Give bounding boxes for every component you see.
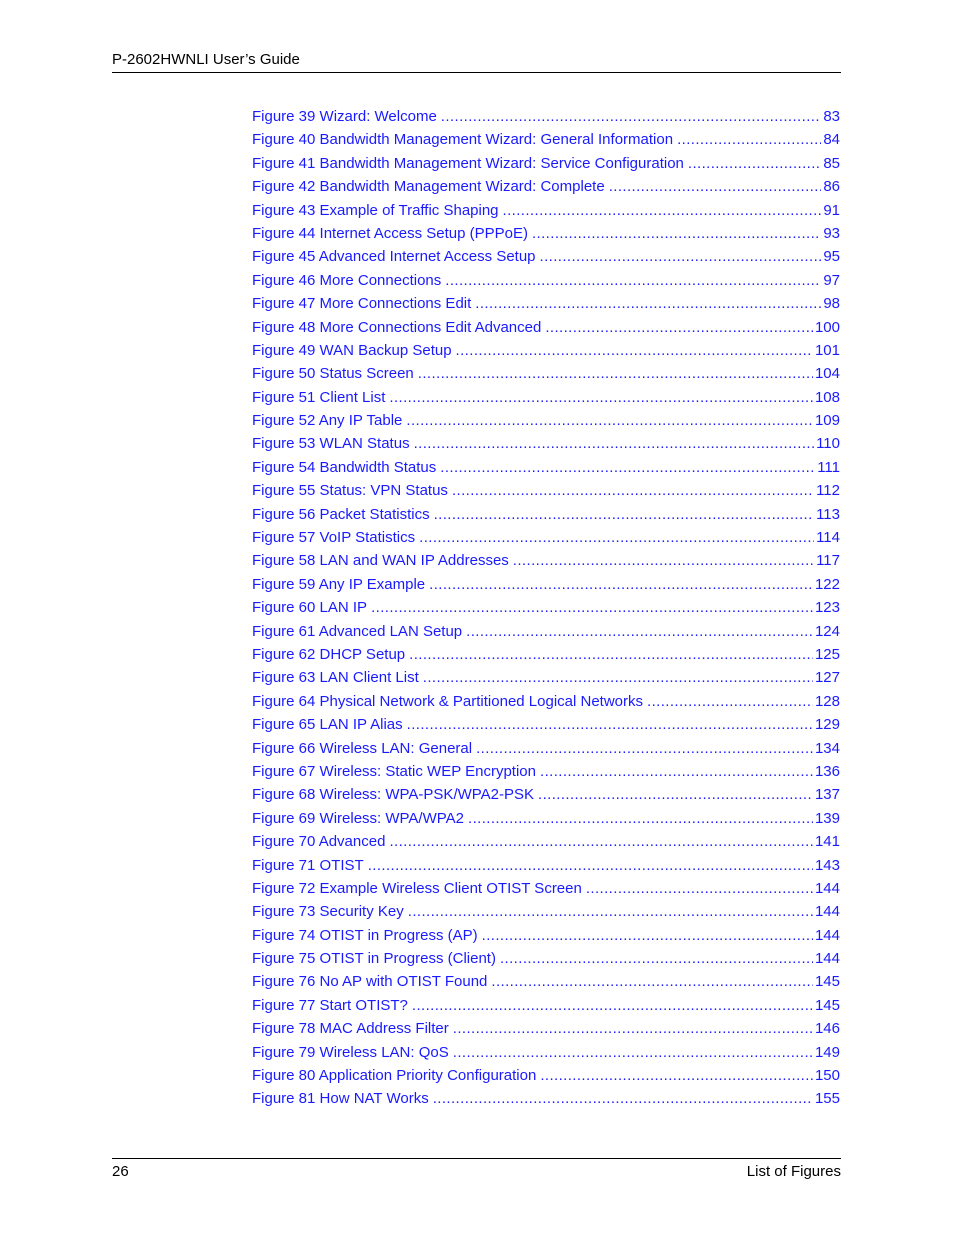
- dot-leader: [389, 830, 813, 853]
- section-name: List of Figures: [746, 1163, 841, 1180]
- toc-entry-page: 98: [823, 295, 840, 313]
- toc-entry[interactable]: [252, 737, 840, 760]
- toc-entry-page: 114: [816, 529, 840, 547]
- toc-entry-title: Figure 61 Advanced LAN Setup: [252, 622, 463, 640]
- toc-entry[interactable]: [252, 1017, 840, 1040]
- document-title: P-2602HWNLI User’s Guide: [112, 51, 300, 68]
- toc-entry-page: 145: [814, 996, 840, 1014]
- toc-entry-page: 145: [814, 973, 840, 991]
- toc-entry[interactable]: [252, 479, 840, 502]
- toc-entry-title: Figure 43 Example of Traffic Shaping: [252, 201, 499, 219]
- toc-entry-title: Figure 46 More Connections: [252, 271, 442, 289]
- toc-entry-page: 124: [814, 622, 840, 640]
- toc-entry-page: 110: [816, 435, 840, 453]
- toc-entry[interactable]: [252, 783, 840, 806]
- toc-entry-page: 155: [814, 1090, 840, 1108]
- toc-entry[interactable]: [252, 1087, 840, 1110]
- dot-leader: [586, 877, 813, 900]
- dot-leader: [368, 854, 813, 877]
- dot-leader: [677, 128, 821, 151]
- toc-entry-page: 112: [816, 482, 840, 500]
- toc-entry-page: 146: [814, 1020, 840, 1038]
- toc-entry-title: Figure 62 DHCP Setup: [252, 645, 406, 663]
- dot-leader: [433, 1087, 813, 1110]
- toc-entry-title: Figure 47 More Connections Edit: [252, 295, 472, 313]
- toc-entry-page: 144: [814, 950, 840, 968]
- dot-leader: [532, 222, 821, 245]
- toc-entry[interactable]: [252, 900, 840, 923]
- toc-entry-title: Figure 75 OTIST in Progress (Client): [252, 950, 496, 968]
- toc-entry-page: 104: [814, 365, 840, 383]
- toc-entry-page: 111: [817, 458, 840, 476]
- dot-leader: [491, 970, 813, 993]
- toc-entry-title: Figure 81 How NAT Works: [252, 1090, 429, 1108]
- dot-leader: [406, 409, 813, 432]
- toc-entry-page: 108: [814, 388, 840, 406]
- dot-leader: [453, 1041, 813, 1064]
- toc-entry[interactable]: [252, 432, 840, 455]
- dot-leader: [688, 152, 821, 175]
- dot-leader: [475, 292, 821, 315]
- dot-leader: [419, 526, 814, 549]
- dot-leader: [513, 549, 814, 572]
- toc-entry-title: Figure 49 WAN Backup Setup: [252, 341, 452, 359]
- dot-leader: [453, 1017, 813, 1040]
- toc-entry[interactable]: [252, 760, 840, 783]
- dot-leader: [434, 503, 815, 526]
- dot-leader: [407, 713, 813, 736]
- dot-leader: [409, 643, 813, 666]
- toc-entry[interactable]: [252, 526, 840, 549]
- toc-entry-page: 129: [814, 716, 840, 734]
- toc-entry-page: 100: [814, 318, 840, 336]
- toc-entry[interactable]: [252, 666, 840, 689]
- toc-entry-title: Figure 71 OTIST: [252, 856, 364, 874]
- toc-entry-page: 144: [814, 903, 840, 921]
- dot-leader: [441, 105, 822, 128]
- toc-entry-title: Figure 41 Bandwidth Management Wizard: Service Configuration: [252, 154, 684, 172]
- toc-entry[interactable]: [252, 409, 840, 432]
- toc-entry[interactable]: [252, 573, 840, 596]
- toc-entry-title: Figure 44 Internet Access Setup (PPPoE): [252, 224, 528, 242]
- toc-entry[interactable]: [252, 924, 840, 947]
- toc-entry-page: 128: [814, 692, 840, 710]
- toc-entry-page: 91: [823, 201, 840, 219]
- toc-entry-title: Figure 76 No AP with OTIST Found: [252, 973, 488, 991]
- toc-entry-title: Figure 67 Wireless: Static WEP Encryption: [252, 762, 536, 780]
- toc-entry[interactable]: [252, 199, 840, 222]
- dot-leader: [545, 316, 813, 339]
- toc-entry-title: Figure 79 Wireless LAN: QoS: [252, 1043, 449, 1061]
- toc-entry-title: Figure 68 Wireless: WPA-PSK/WPA2-PSK: [252, 786, 535, 804]
- dot-leader: [408, 900, 813, 923]
- toc-entry-title: Figure 64 Physical Network & Partitioned Logical Networks: [252, 692, 644, 710]
- dot-leader: [423, 666, 813, 689]
- toc-entry-title: Figure 50 Status Screen: [252, 365, 414, 383]
- dot-leader: [389, 386, 813, 409]
- toc-entry-page: 143: [814, 856, 840, 874]
- toc-entry-page: 125: [814, 645, 840, 663]
- toc-entry-title: Figure 55 Status: VPN Status: [252, 482, 448, 500]
- toc-entry[interactable]: [252, 128, 840, 151]
- page-number: 26: [112, 1163, 129, 1180]
- toc-entry-page: 86: [823, 178, 840, 196]
- toc-entry-title: Figure 63 LAN Client List: [252, 669, 419, 687]
- toc-entry[interactable]: [252, 222, 840, 245]
- toc-entry[interactable]: [252, 1064, 840, 1087]
- page-header: [112, 51, 841, 73]
- toc-entry[interactable]: [252, 830, 840, 853]
- toc-entry-title: Figure 77 Start OTIST?: [252, 996, 408, 1014]
- toc-entry[interactable]: [252, 245, 840, 268]
- toc-entry-title: Figure 58 LAN and WAN IP Addresses: [252, 552, 509, 570]
- toc-entry-page: 149: [814, 1043, 840, 1061]
- dot-leader: [371, 596, 813, 619]
- toc-entry[interactable]: [252, 503, 840, 526]
- toc-entry-page: 134: [814, 739, 840, 757]
- dot-leader: [538, 783, 813, 806]
- dot-leader: [609, 175, 822, 198]
- toc-entry[interactable]: [252, 1041, 840, 1064]
- toc-entry-title: Figure 80 Application Priority Configuration: [252, 1067, 537, 1085]
- toc-entry-page: 150: [814, 1067, 840, 1085]
- toc-entry-title: Figure 53 WLAN Status: [252, 435, 410, 453]
- toc-entry-title: Figure 57 VoIP Statistics: [252, 529, 416, 547]
- dot-leader: [412, 994, 813, 1017]
- toc-entry[interactable]: [252, 596, 840, 619]
- toc-entry[interactable]: [252, 175, 840, 198]
- dot-leader: [500, 947, 813, 970]
- toc-entry-page: 136: [814, 762, 840, 780]
- toc-entry-title: Figure 40 Bandwidth Management Wizard: General Information: [252, 131, 674, 149]
- toc-entry[interactable]: [252, 386, 840, 409]
- dot-leader: [414, 432, 815, 455]
- toc-entry-title: Figure 56 Packet Statistics: [252, 505, 430, 523]
- toc-entry[interactable]: [252, 994, 840, 1017]
- toc-entry[interactable]: [252, 269, 840, 292]
- toc-entry-page: 85: [823, 154, 840, 172]
- dot-leader: [647, 690, 813, 713]
- toc-entry[interactable]: [252, 620, 840, 643]
- dot-leader: [540, 760, 813, 783]
- toc-entry-page: 123: [814, 599, 840, 617]
- toc-entry-title: Figure 60 LAN IP: [252, 599, 368, 617]
- toc-entry-title: Figure 52 Any IP Table: [252, 412, 403, 430]
- toc-entry-title: Figure 59 Any IP Example: [252, 575, 426, 593]
- toc-entry[interactable]: [252, 854, 840, 877]
- toc-entry[interactable]: [252, 877, 840, 900]
- toc-entry[interactable]: [252, 362, 840, 385]
- dot-leader: [476, 737, 813, 760]
- toc-entry[interactable]: [252, 713, 840, 736]
- toc-entry-page: 83: [823, 108, 840, 125]
- toc-entry[interactable]: [252, 456, 840, 479]
- dot-leader: [540, 1064, 813, 1087]
- toc-entry[interactable]: [252, 549, 840, 572]
- list-of-figures: [252, 105, 840, 1111]
- toc-entry[interactable]: [252, 339, 840, 362]
- toc-entry-title: Figure 70 Advanced: [252, 833, 386, 851]
- toc-entry-page: 127: [814, 669, 840, 687]
- toc-entry-title: Figure 48 More Connections Edit Advanced: [252, 318, 542, 336]
- toc-entry-page: 95: [823, 248, 840, 266]
- toc-entry[interactable]: [252, 643, 840, 666]
- toc-entry[interactable]: [252, 152, 840, 175]
- toc-entry-title: Figure 78 MAC Address Filter: [252, 1020, 449, 1038]
- toc-entry-title: Figure 51 Client List: [252, 388, 386, 406]
- toc-entry-title: Figure 39 Wizard: Welcome: [252, 108, 437, 125]
- toc-entry-title: Figure 54 Bandwidth Status: [252, 458, 437, 476]
- dot-leader: [503, 199, 822, 222]
- toc-entry-title: Figure 66 Wireless LAN: General: [252, 739, 473, 757]
- toc-entry-page: 113: [816, 505, 840, 523]
- toc-entry-page: 84: [823, 131, 840, 149]
- dot-leader: [456, 339, 813, 362]
- toc-entry-page: 144: [814, 879, 840, 897]
- page-footer: [112, 1158, 841, 1183]
- dot-leader: [418, 362, 813, 385]
- dot-leader: [482, 924, 813, 947]
- toc-entry-page: 101: [814, 341, 840, 359]
- dot-leader: [466, 620, 813, 643]
- dot-leader: [440, 456, 815, 479]
- toc-entry[interactable]: [252, 105, 840, 128]
- toc-entry[interactable]: [252, 690, 840, 713]
- toc-entry[interactable]: [252, 316, 840, 339]
- dot-leader: [429, 573, 813, 596]
- toc-entry-title: Figure 69 Wireless: WPA/WPA2: [252, 809, 464, 827]
- toc-entry[interactable]: [252, 970, 840, 993]
- toc-entry-page: 137: [814, 786, 840, 804]
- toc-entry-page: 122: [814, 575, 840, 593]
- toc-entry-page: 93: [823, 224, 840, 242]
- toc-entry-title: Figure 74 OTIST in Progress (AP): [252, 926, 478, 944]
- toc-entry[interactable]: [252, 807, 840, 830]
- toc-entry-page: 141: [814, 833, 840, 851]
- toc-entry-page: 97: [823, 271, 840, 289]
- dot-leader: [445, 269, 821, 292]
- dot-leader: [540, 245, 822, 268]
- toc-entry-page: 139: [814, 809, 840, 827]
- toc-entry-title: Figure 73 Security Key: [252, 903, 404, 921]
- toc-entry-title: Figure 65 LAN IP Alias: [252, 716, 403, 734]
- toc-entry-title: Figure 42 Bandwidth Management Wizard: Complete: [252, 178, 605, 196]
- toc-entry[interactable]: [252, 292, 840, 315]
- toc-entry-page: 117: [816, 552, 840, 570]
- dot-leader: [468, 807, 813, 830]
- dot-leader: [452, 479, 814, 502]
- toc-entry-title: Figure 72 Example Wireless Client OTIST Screen: [252, 879, 582, 897]
- toc-entry-page: 144: [814, 926, 840, 944]
- toc-entry[interactable]: [252, 947, 840, 970]
- toc-entry-title: Figure 45 Advanced Internet Access Setup: [252, 248, 536, 266]
- toc-entry-page: 109: [814, 412, 840, 430]
